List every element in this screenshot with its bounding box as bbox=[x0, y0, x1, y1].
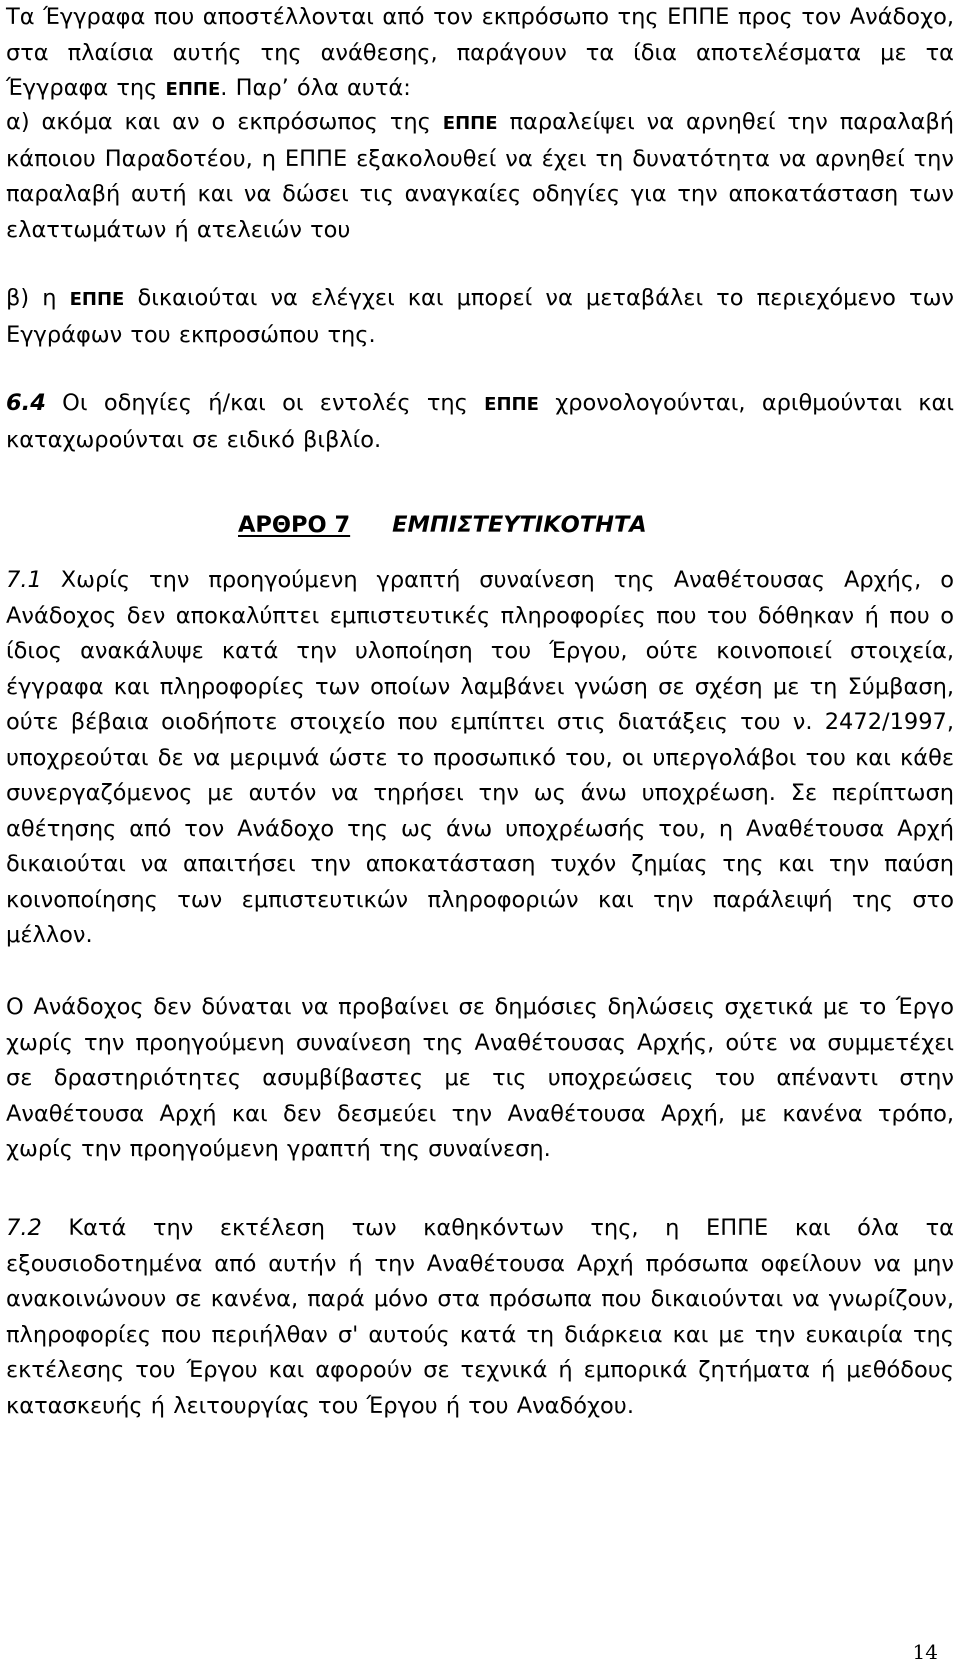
paragraph-text: α) ακόμα και αν ο εκπρόσωπος της bbox=[6, 109, 443, 135]
paragraph-public-statements bbox=[6, 990, 954, 1168]
organization-abbreviation: ΕΠΠΕ bbox=[165, 79, 221, 100]
paragraph-text: Τα Έγγραφα που αποστέλλονται από τον εκπρόσωπο της ΕΠΠΕ προς τον Ανάδοχο, στα πλαίσια αυτής της ανάθεσης, παράγουν τα ίδια αποτελέσματα με τα Έγγραφα της bbox=[6, 4, 954, 101]
paragraph-text: . Παρ’ όλα αυτά: bbox=[220, 75, 411, 101]
paragraph-text: Οι οδηγίες ή/και οι εντολές της bbox=[45, 390, 485, 416]
paragraph-text: β) η bbox=[6, 285, 70, 311]
paragraph-point-a bbox=[6, 105, 954, 248]
paragraph-documents-effect bbox=[6, 0, 954, 108]
page-number: 14 bbox=[912, 1640, 938, 1664]
organization-abbreviation: ΕΠΠΕ bbox=[442, 113, 498, 134]
paragraph-text: Ο Ανάδοχος δεν δύναται να προβαίνει σε δημόσιες δηλώσεις σχετικά με το Έργο χωρίς την προηγούμενη συναίνεση της Αναθέτουσας Αρχής, ούτε να συμμετέχει σε δραστηριότητες ασυμβίβαστες με τις υποχρεώσεις του απέναντι στην Αναθέτουσα Αρχή και δεν δεσμεύει την Αναθέτουσα Αρχή, με κανένα τρόπο, χωρίς την προηγούμενη γραπτή της συναίνεση. bbox=[6, 994, 954, 1162]
clause-number: 7.1 bbox=[6, 567, 42, 593]
paragraph-7-1 bbox=[6, 563, 954, 954]
paragraph-point-b bbox=[6, 281, 954, 353]
paragraph-6-4 bbox=[6, 386, 954, 458]
paragraph-text: χρονολογούνται, αριθμούνται και καταχωρούνται σε ειδικό βιβλίο. bbox=[6, 390, 954, 453]
paragraph-text: παραλείψει να αρνηθεί την παραλαβή κάποιου Παραδοτέου, η ΕΠΠΕ εξακολουθεί να έχει τη δυνατότητα να αρνηθεί την παραλαβή αυτή και να δώσει τις αναγκαίες οδηγίες για την αποκατάσταση των ελαττωμάτων ή ατελειών του bbox=[6, 109, 954, 243]
organization-abbreviation: ΕΠΠΕ bbox=[69, 289, 125, 310]
organization-abbreviation: ΕΠΠΕ bbox=[484, 394, 539, 415]
clause-number: 6.4 bbox=[6, 390, 46, 416]
paragraph-text: Κατά την εκτέλεση των καθηκόντων της, η ΕΠΠΕ και όλα τα εξουσιοδοτημένα από αυτήν ή την Αναθέτουσα Αρχή πρόσωπα οφείλουν να μην ανακοινώνουν σε κανένα, παρά μόνο στα πρόσωπα που δικαιούνται να γνωρίζουν, πληροφορίες που περιήλθαν σ' αυτούς κατά τη διάρκεια και με την ευκαιρία της εκτέλεσης του Έργου και αφορούν σε τεχνικά ή εμπορικά ζητήματα ή μεθόδους κατασκευής ή λειτουργίας του Έργου ή του Αναδόχου. bbox=[6, 1215, 954, 1419]
paragraph-7-2 bbox=[6, 1211, 954, 1424]
paragraph-text: Χωρίς την προηγούμενη γραπτή συναίνεση της Αναθέτουσας Αρχής, ο Ανάδοχος δεν αποκαλύπτει εμπιστευτικές πληροφορίες που του δόθηκαν ή που ο ίδιος ανακάλυψε κατά την υλοποίηση του Έργου, ούτε κοινοποιεί στοιχεία, έγγραφα και πληροφορίες των οποίων λαμβάνει γνώση σε σχέση με τη Σύμβαση, ούτε βέβαια οιοδήποτε στοιχείο που εμπίπτει στις διατάξεις του ν. 2472/1997, υποχρεούται δε να μεριμνά ώστε το προσωπικό του, οι υπεργολάβοι του και κάθε συνεργαζόμενος με αυτόν να τηρήσει την ως άνω υποχρέωση. Σε περίπτωση αθέτησης από τον Ανάδοχο της ως άνω υποχρέωσής του, η Αναθέτουσα Αρχή δικαιούται να απαιτήσει την αποκατάσταση τυχόν ζημίας της και την παύση κοινοποίησης των εμπιστευτικών πληροφοριών και την παράλειψή της στο μέλλον. bbox=[6, 567, 954, 948]
article-number: ΑΡΘΡΟ 7 bbox=[238, 512, 351, 538]
clause-number: 7.2 bbox=[6, 1215, 42, 1241]
paragraph-text: δικαιούται να ελέγχει και μπορεί να μεταβάλει το περιεχόμενο των Εγγράφων του εκπροσώπου της. bbox=[6, 285, 954, 348]
article-title: ΕΜΠΙΣΤΕΥΤΙΚΟΤΗΤΑ bbox=[392, 512, 647, 538]
article-heading bbox=[238, 512, 647, 538]
